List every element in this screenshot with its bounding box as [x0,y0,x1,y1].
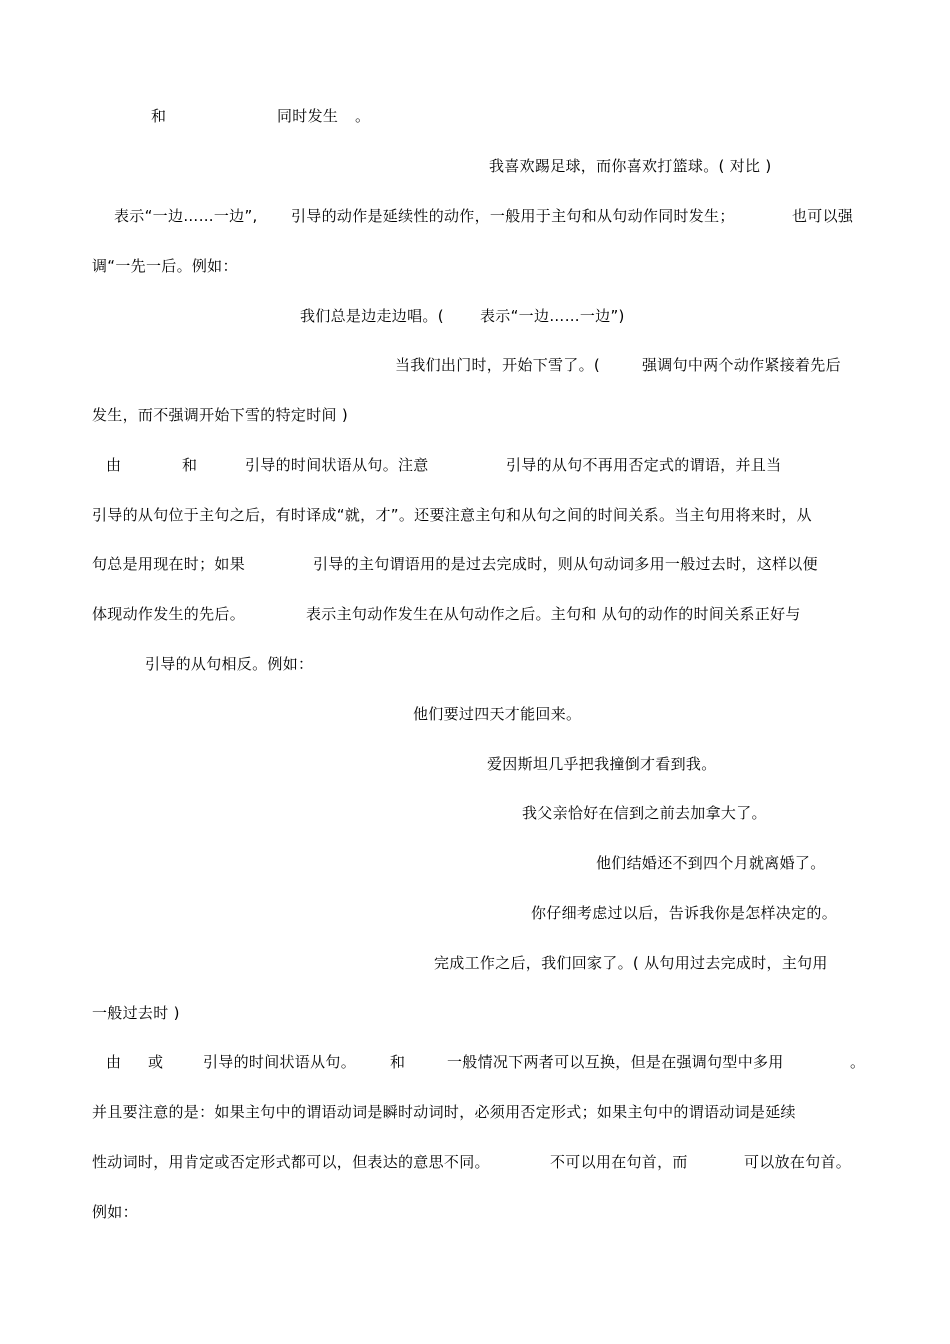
example-divorce: 他们结婚还不到四个月就离婚了。 [596,854,826,872]
text-opposite: 引导的从句相反。例如： [145,655,314,673]
text-interchangeable: 一般情况下两者可以互换，但是在强调句型中多用 [447,1053,784,1071]
example-walk-sing: 我们总是边走边唱。( [300,307,444,325]
text-clause-2: 引导的时间状语从句。 [203,1053,357,1071]
text-main-after: 表示主句动作发生在从句动作之后。主句和 从句的动作的时间关系正好与 [306,605,801,623]
text-clause-after-main: 引导的从句位于主句之后，有时译成“就，才”。还要注意主句和从句之间的时间关系。当主句用将来时，从 [92,506,812,524]
text-while-meaning: 表示“一边……一边”, [114,207,258,225]
text-not-sentence-start: 不可以用在句首，而 [550,1153,688,1171]
text-he: 和 [151,107,167,125]
text-sequence: 体现动作发生的先后。 [92,605,246,623]
text-and: 和 [182,456,198,474]
text-clause-note: 引导的时间状语从句。注意 [245,456,429,474]
example-snow-note-cont: 发生，而不强调开始下雪的特定时间 ) [92,406,349,424]
example-decide: 你仔细考虑过以后，告诉我你是怎样决定的。 [531,904,838,922]
text-instant-verb: 并且要注意的是：如果主句中的谓语动词是瞬时动词时，必须用否定形式；如果主句中的谓语动词是延续 [92,1103,796,1121]
text-you: 由 [106,456,122,474]
example-walk-sing-note: 表示“一边……一边”) [480,307,625,325]
text-no-negative: 引导的从句不再用否定式的谓语，并且当 [506,456,782,474]
text-or: 或 [148,1053,164,1071]
text-continuous-action: 引导的动作是延续性的动作，一般用于主句和从句动作同时发生； [291,207,735,225]
text-sequence-example: 调“一先一后。例如： [92,257,238,275]
example-canada: 我父亲恰好在信到之前去加拿大了。 [522,804,767,822]
text-period-2: 。 [850,1053,866,1071]
text-simultaneous: 同时发生 [277,107,339,125]
text-period: 。 [355,107,371,125]
text-also-emphasize: 也可以强 [792,207,854,225]
text-you-2: 由 [106,1053,122,1071]
example-go-home: 完成工作之后，我们回家了。( 从句用过去完成时，主句用 [434,954,828,972]
example-four-days: 他们要过四天才能回来。 [413,705,582,723]
text-present-tense: 句总是用现在时；如果 [92,555,246,573]
text-past-perfect: 引导的主句谓语用的是过去完成时，则从句动词多用一般过去时，这样以便 [313,555,818,573]
text-and-2: 和 [390,1053,406,1071]
example-contrast: 我喜欢踢足球，而你喜欢打篮球。( 对比 ) [489,157,772,175]
text-continuous-verb: 性动词时，用肯定或否定形式都可以，但表达的意思不同。 [92,1153,490,1171]
example-go-home-note: 一般过去时 ) [92,1004,180,1022]
text-for-example: 例如： [92,1203,138,1221]
example-einstein: 爱因斯坦几乎把我撞倒才看到我。 [487,755,717,773]
text-can-start: 可以放在句首。 [744,1153,852,1171]
example-snow-note: 强调句中两个动作紧接着先后 [642,356,841,374]
example-snow: 当我们出门时，开始下雪了。( [395,356,601,374]
